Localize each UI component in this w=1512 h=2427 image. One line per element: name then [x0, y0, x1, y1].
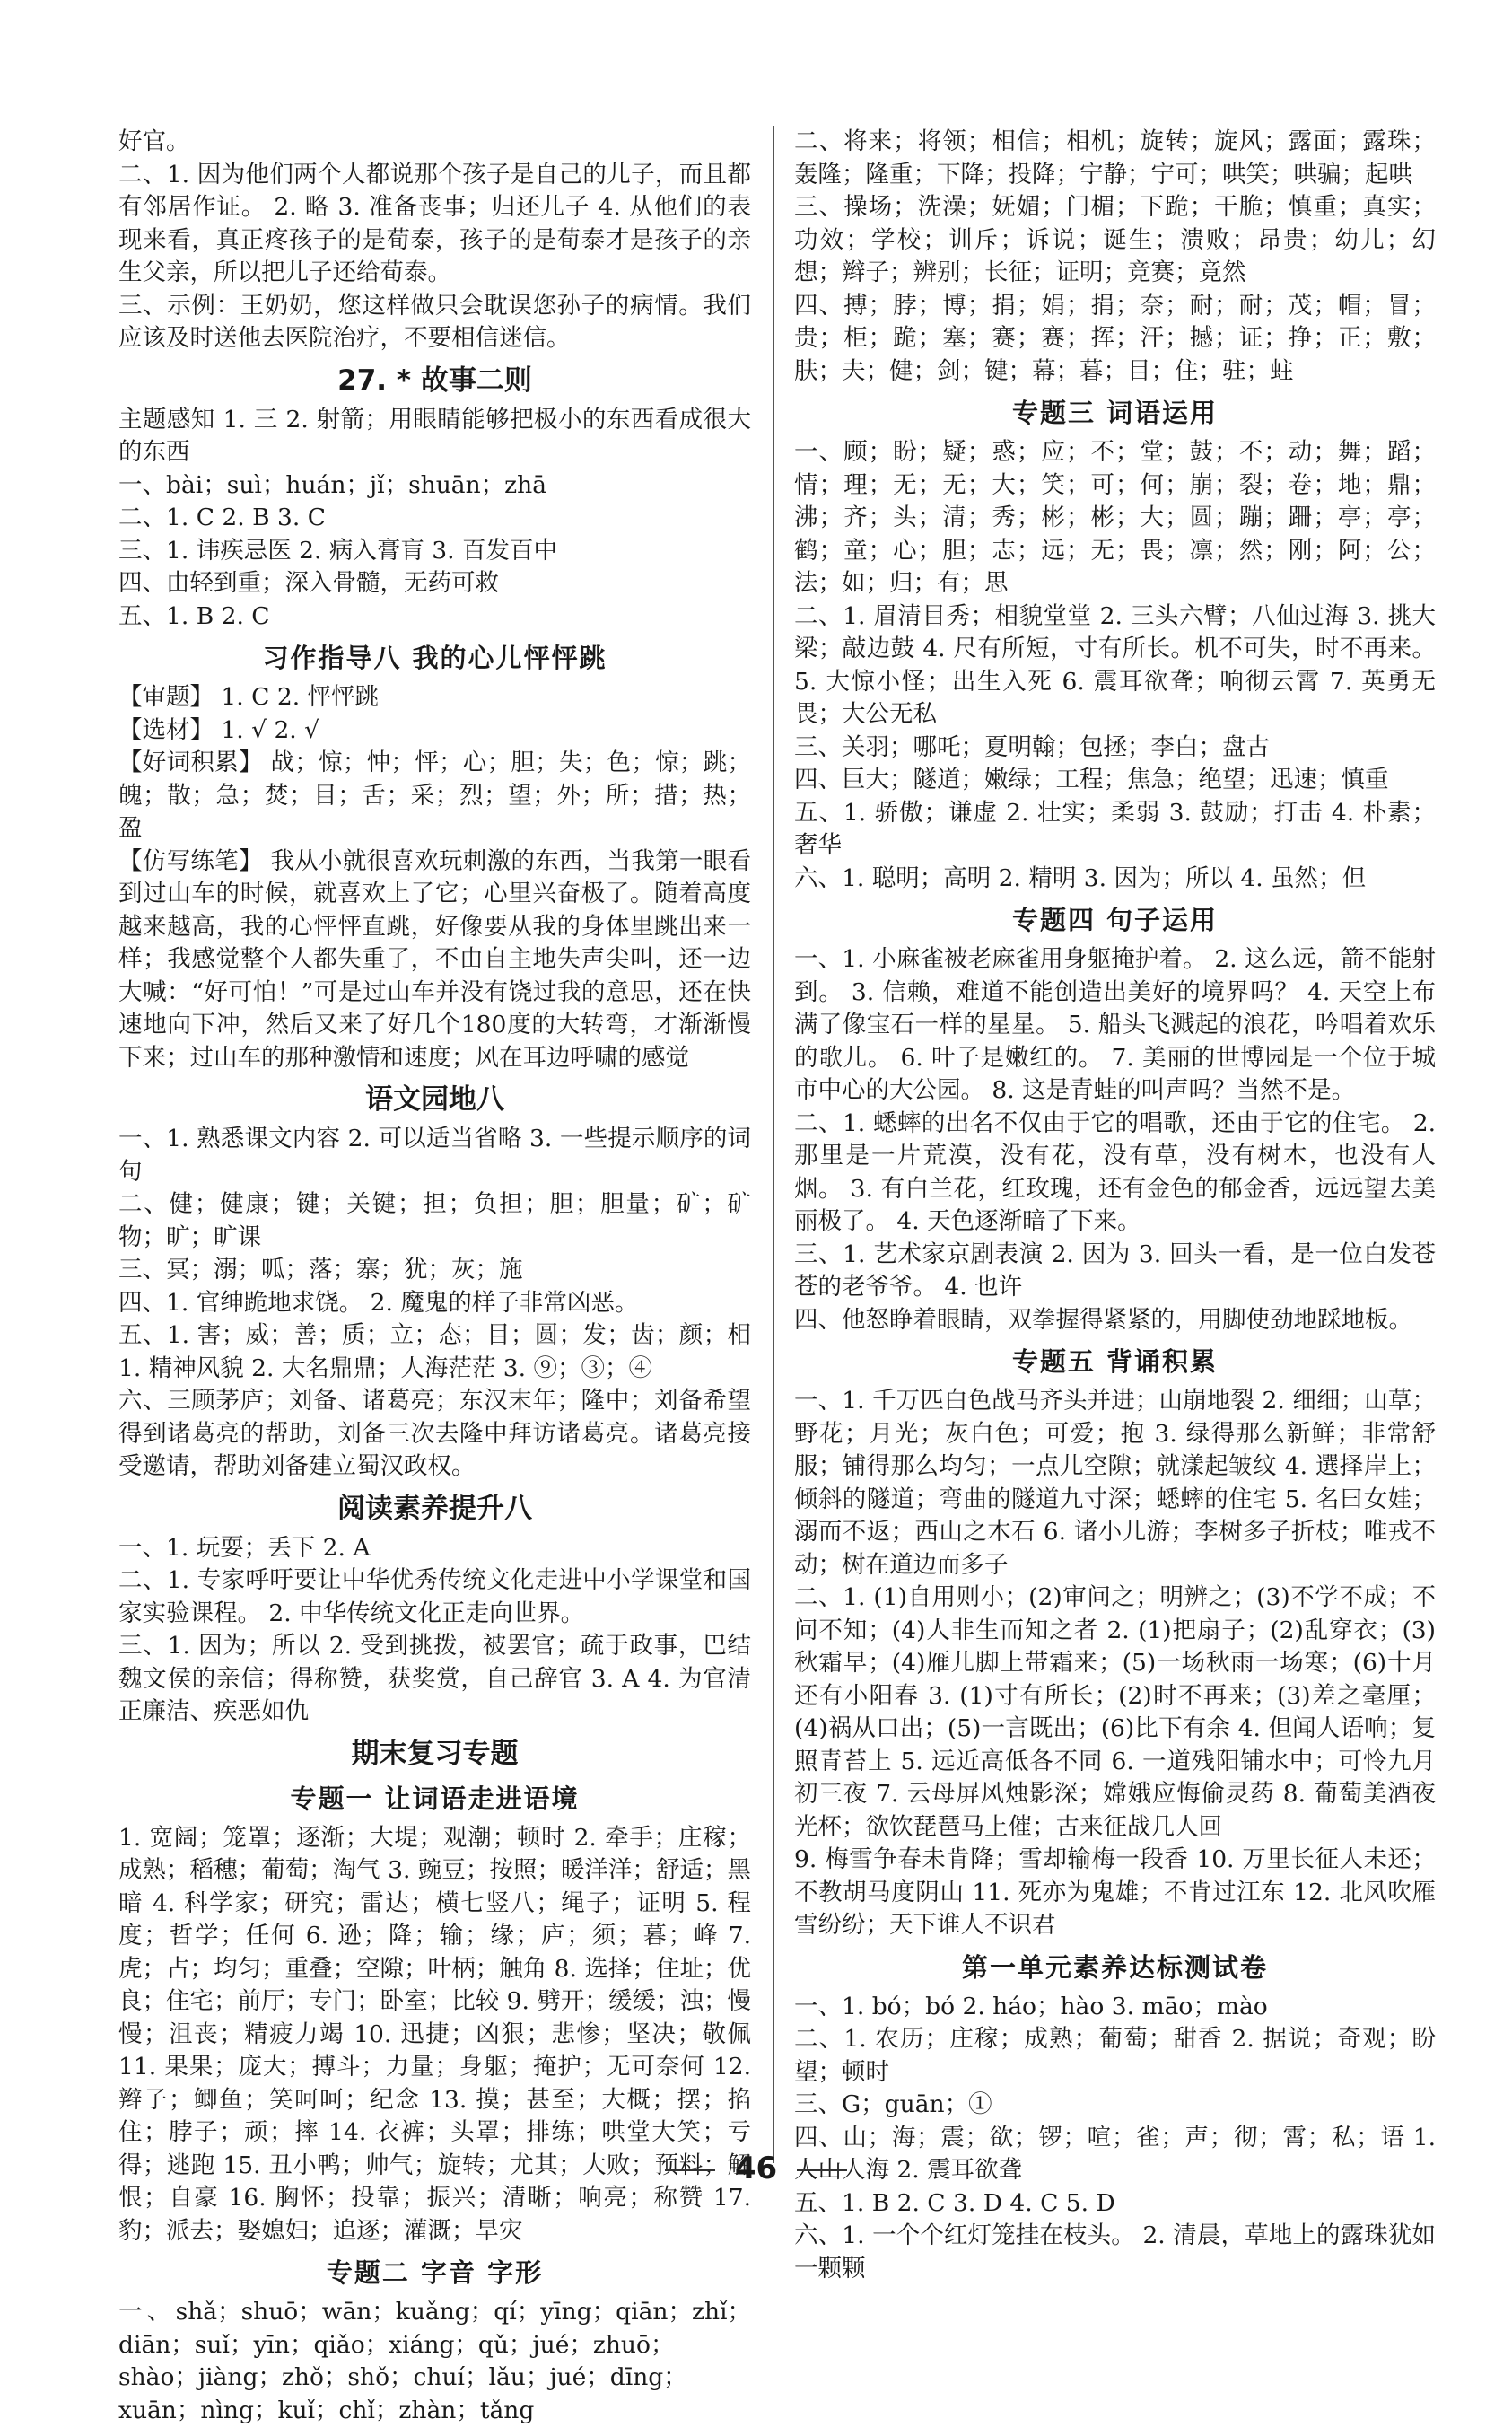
answer-paragraph: 三、冥；溺；呱；落；寨；犹；灰；施 — [118, 1256, 523, 1284]
answer-paragraph: 好官。 — [118, 127, 190, 155]
page-footer — [0, 2151, 1512, 2186]
answer-paragraph: 二、1. (1)自用则小；(2)审问之；明辨之；(3)不学不成；不问不知；(4)人非生而知之者 2. (1)把扇子；(2)乱穿衣；(3)秋霜早；(4)雁儿脚上带霜来；(5)一场秋雨一场寒；(6)十月还有小阳春 3. (1)寸有所长；(2)时不再来；(3)差之毫厘；(4)祸从口出；(5)一言既出；(6)比下有余 4. 但闻人语响；复照青苔上 5. 远近高低各不同 6. 一道残阳铺水中；可怜九月初三夜 7. 云母屏风烛影深；嫦娥应悔偷灵药 8. 葡萄美酒夜光杯；欲饮琵琶马上催；古来征战几人回 — [794, 1583, 1436, 1841]
section-heading: 专题四 句子运用 — [1011, 905, 1219, 935]
section-heading: 专题一 让词语走进语境 — [290, 1783, 580, 1814]
answer-paragraph: 三、1. 讳疾忌医 2. 病入膏肓 3. 百发百中 — [118, 536, 557, 565]
answer-paragraph: 【审题】 1. C 2. 怦怦跳 — [118, 683, 380, 711]
answer-paragraph: 【好词积累】 战；惊；忡；怦；心；胆；失；色；惊；跳；魄；散；急；焚；目；舌；采；烈；望；外；所；措；热；盈 — [118, 749, 751, 842]
answer-paragraph: 四、山；海；震；欲；锣；喧；雀；声；彻；霄；私；语 1. 人山人海 2. 震耳欲聋 — [794, 2123, 1436, 2184]
answer-paragraph: 二、1. 因为他们两个人都说那个孩子是自己的儿子，而且都有邻居作证。 2. 略 3. 准备丧事；归还儿子 4. 从他们的表现来看，真正疼孩子的是荀泰，孩子的是荀泰才是孩子的亲生父亲，所以把儿子还给荀泰。 — [118, 160, 751, 286]
section-heading: 27. * 故事二则 — [337, 364, 532, 397]
answer-paragraph: 一、1. 玩耍；丢下 2. A — [118, 1533, 371, 1562]
section-heading: 第一单元素养达标测试卷 — [961, 1951, 1268, 1983]
answer-paragraph: 六、1. 一个个红灯笼挂在枝头。 2. 清晨，草地上的露珠犹如一颗颗 — [794, 2221, 1436, 2282]
column-divider — [773, 126, 774, 2163]
page-number: 46 — [734, 2151, 778, 2186]
answer-paragraph: 二、1. 眉清目秀；相貌堂堂 2. 三头六臂；八仙过海 3. 挑大梁；敲边鼓 4. 尺有所短，寸有所长。机不可失，时不再来。 5. 大惊小怪；出生入死 6. 震耳欲聋；响彻云霄 7. 英勇无畏；大公无私 — [794, 601, 1436, 728]
footer-rule-right — [797, 2169, 847, 2171]
answer-paragraph: 四、他怒睁着眼睛，双拳握得紧紧的，用脚使劲地踩地板。 — [794, 1305, 1412, 1334]
answer-paragraph: 一、bài；suì；huán；jǐ；shuān；zhā — [118, 470, 546, 499]
answer-paragraph: 五、1. B 2. C 3. D 4. C 5. D — [794, 2188, 1115, 2217]
section-heading: 阅读素养提升八 — [337, 1492, 532, 1525]
answer-paragraph: 1. 宽阔；笼罩；逐渐；大堤；观潮；顿时 2. 牵手；庄稼；成熟；稻穗；葡萄；淘气 3. 豌豆；按照；暖洋洋；舒适；黑暗 4. 科学家；研究；雷达；横七竖八；绳子；证明 5. 程度；哲学；任何 6. 逊；降；输；缘；庐；须；暮；峰 7. 虎；占；均匀；重叠；空隙；叶柄；触角 8. 选择；住址；优良；住宅；前厅；专门；卧室；比较 9. 劈开；缓缓；浊；慢慢；沮丧；精疲力竭 10. 迅捷；凶狠；悲惨；坚决；敬佩 11. 果果；庞大；搏斗；力量；身躯；掩护；无可奈何 12. 辫子；鲫鱼；笑呵呵；纪念 13. 摸；甚至；大概；摆；掐住；脖子；顽；摔 14. 衣裤；头罩；排练；哄堂大笑；亏得；逃跑 15. 丑小鸭；帅气；旋转；尤其；大败；预料；解恨；自豪 16. 胸怀；投靠；振兴；清晰；响亮；称赞 17. 豹；派去；娶媳妇；追逐；灌溉；旱灾 — [118, 1823, 751, 2245]
answer-paragraph: 一、1. 小麻雀被老麻雀用身躯掩护着。 2. 这么远，箭不能射到。 3. 信赖，难道不能创造出美好的境界吗？ 4. 天空上布满了像宝石一样的星星。 5. 船头飞溅起的浪花，吟唱着欢乐的歌儿。 6. 叶子是嫩红的。 7. 美丽的世博园是一个位于城市中心的大公园。 8. 这是青蛙的叫声吗？当然不是。 — [794, 945, 1436, 1104]
answer-paragraph: 六、1. 聪明；高明 2. 精明 3. 因为；所以 4. 虽然；但 — [794, 863, 1367, 892]
answer-paragraph: 三、1. 因为；所以 2. 受到挑拨，被罢官；疏于政事，巴结魏文侯的亲信；得称赞，获奖赏，自己辞官 3. A 4. 为官清正廉洁、疾恶如仇 — [118, 1632, 751, 1725]
answer-paragraph: 三、操场；洗澡；妩媚；门楣；下跪；干脆；慎重；真实；功效；学校；训斥；诉说；诞生；溃败；昂贵；幼儿；幻想；辫子；辨别；长征；证明；竞赛；竟然 — [794, 193, 1436, 286]
answer-paragraph: 三、关羽；哪吒；夏明翰；包拯；李白；盘古 — [794, 732, 1270, 761]
answer-paragraph: 【仿写练笔】 我从小就很喜欢玩刺激的东西，当我第一眼看到过山车的时候，就喜欢上了它；心里兴奋极了。随着高度越来越高，我的心怦怦直跳，好像要从我的身体里跳出来一样；我感觉整个人都失重了，不由自主地失声尖叫，还一边大喊：“好可怕！”可是过山车并没有饶过我的意思，还在快速地向下冲，然后又来了好几个180度的大转弯，才渐渐慢下来；过山车的那种激情和速度；风在耳边呼啸的感觉 — [118, 846, 751, 1072]
answer-paragraph: 六、三顾茅庐；刘备、诸葛亮；东汉末年；隆中；刘备希望得到诸葛亮的帮助，刘备三次去隆中拜访诸葛亮。诸葛亮接受邀请，帮助刘备建立蜀汉政权。 — [118, 1387, 751, 1480]
answer-paragraph: 二、健；健康；键；关键；担；负担；胆；胆量；矿；矿物；旷；旷课 — [118, 1190, 751, 1251]
answer-paragraph: 一、1. 熟悉课文内容 2. 可以适当省略 3. 一些提示顺序的词句 — [118, 1125, 751, 1186]
section-heading: 专题二 字音 字形 — [326, 2257, 544, 2288]
answer-paragraph: 二、1. 专家呼吁要让中华优秀传统文化走进中小学课堂和国家实验课程。 2. 中华传统文化正走向世界。 — [118, 1566, 751, 1627]
answer-paragraph: 五、1. B 2. C — [118, 601, 270, 630]
answer-paragraph: 四、由轻到重；深入骨髓，无药可救 — [118, 569, 499, 597]
answer-paragraph: 三、示例：王奶奶，您这样做只会耽误您孙子的病情。我们应该及时送他去医院治疗，不要相信迷信。 — [118, 291, 751, 352]
section-heading: 语文园地八 — [365, 1083, 504, 1116]
answer-paragraph: 二、将来；将领；相信；相机；旋转；旋风；露面；露珠；轰隆；隆重；下降；投降；宁静；宁可；哄笑；哄骗；起哄 — [794, 127, 1436, 188]
answer-paragraph: 一、1. bó；bó 2. háo；hào 3. māo；mào — [794, 1992, 1268, 2020]
answer-paragraph: 主题感知 1. 三 2. 射箭；用眼睛能够把极小的东西看成很大的东西 — [118, 405, 751, 466]
left-column — [118, 126, 751, 2427]
answer-paragraph: 一、1. 千万匹白色战马齐头并进；山崩地裂 2. 细细；山草；野花；月光；灰白色；可爱；抱 3. 绿得那么新鲜；非常舒服；铺得那么均匀；一点儿空隙；就漾起皱纹 4. 選择岸上；倾斜的隧道；弯曲的隧道九寸深；蟋蟀的住宅 5. 名曰女娃；溺而不返；西山之木石 6. 诸小儿游；李树多子折枝；唯戎不动；树在道边而多子 — [794, 1387, 1436, 1579]
answer-paragraph: 二、1. C 2. B 3. C — [118, 504, 326, 531]
answer-paragraph: 二、1. 蟋蟀的出名不仅由于它的唱歌，还由于它的住宅。 2. 那里是一片荒漠，没有花，没有草，没有树木，也没有人烟。 3. 有白兰花，红玫瑰，还有金色的郁金香，远远望去美丽极了。 4. 天色逐渐暗了下来。 — [794, 1108, 1436, 1235]
footer-rule-left — [665, 2169, 715, 2171]
answer-paragraph: 三、G；guān；① — [794, 2090, 992, 2118]
answer-paragraph: 三、1. 艺术家京剧表演 2. 因为 3. 回头一看，是一位白发苍苍的老爷爷。 4. 也许 — [794, 1240, 1436, 1301]
answer-paragraph: 五、1. 害；威；善；质；立；态；目；圆；发；齿；颜；相 1. 精神风貌 2. 大名鼎鼎；人海茫茫 3. ⑨；③；④ — [118, 1321, 751, 1382]
answer-paragraph: 【选材】 1. √ 2. √ — [118, 715, 320, 744]
answer-paragraph: 四、1. 官绅跪地求饶。 2. 魔鬼的样子非常凶恶。 — [118, 1288, 639, 1317]
answer-paragraph: 一、顾；盼；疑；惑；应；不；堂；鼓；不；动；舞；蹈；情；理；无；无；大；笑；可；何；崩；裂；卷；地；鼎；沸；齐；头；清；秀；彬；彬；大；圆；蹦；跚；亭；亭；鹤；童；心；胆；志；远；无；畏；凛；然；刚；阿；公；法；如；归；有；思 — [794, 438, 1436, 597]
section-heading: 专题三 词语运用 — [1011, 398, 1219, 428]
section-heading: 习作指导八 我的心儿怦怦跳 — [262, 643, 607, 673]
section-heading: 期末复习专题 — [351, 1737, 519, 1770]
answer-paragraph: 一、shǎ；shuō；wān；kuǎng；qí；yīng；qiān；zhǐ；diān；suǐ；yīn；qiǎo；xiáng；qǔ；jué；zhuō；shào；jiàng；zhǒ；shǒ；chuí；lǎu；jué；dīng；xuān；nìng；kuǐ；chǐ；zhàn；tǎng — [118, 2298, 751, 2424]
answer-paragraph: 9. 梅雪争春未肯降；雪却输梅一段香 10. 万里长征人未还；不教胡马度阴山 11. 死亦为鬼雄；不肯过江东 12. 北风吹雁雪纷纷；天下谁人不识君 — [794, 1845, 1436, 1939]
answer-paragraph: 五、1. 骄傲；谦虚 2. 壮实；柔弱 3. 鼓励；打击 4. 朴素；奢华 — [794, 798, 1436, 859]
answer-paragraph: 四、巨大；隧道；嫩绿；工程；焦急；绝望；迅速；慎重 — [794, 766, 1389, 793]
answer-paragraph: 二、1. 农历；庄稼；成熟；葡萄；甜香 2. 据说；奇观；盼望；顿时 — [794, 2025, 1436, 2086]
answer-paragraph: 四、搏；脖；博；捐；娟；捐；奈；耐；耐；茂；帽；冒；贵；柜；跪；塞；赛；赛；挥；汗；撼；证；挣；正；敷；肤；夫；健；剑；键；幕；暮；目；住；驻；蛀 — [794, 291, 1436, 385]
right-column — [794, 126, 1436, 2285]
section-heading: 专题五 背诵积累 — [1011, 1346, 1219, 1377]
